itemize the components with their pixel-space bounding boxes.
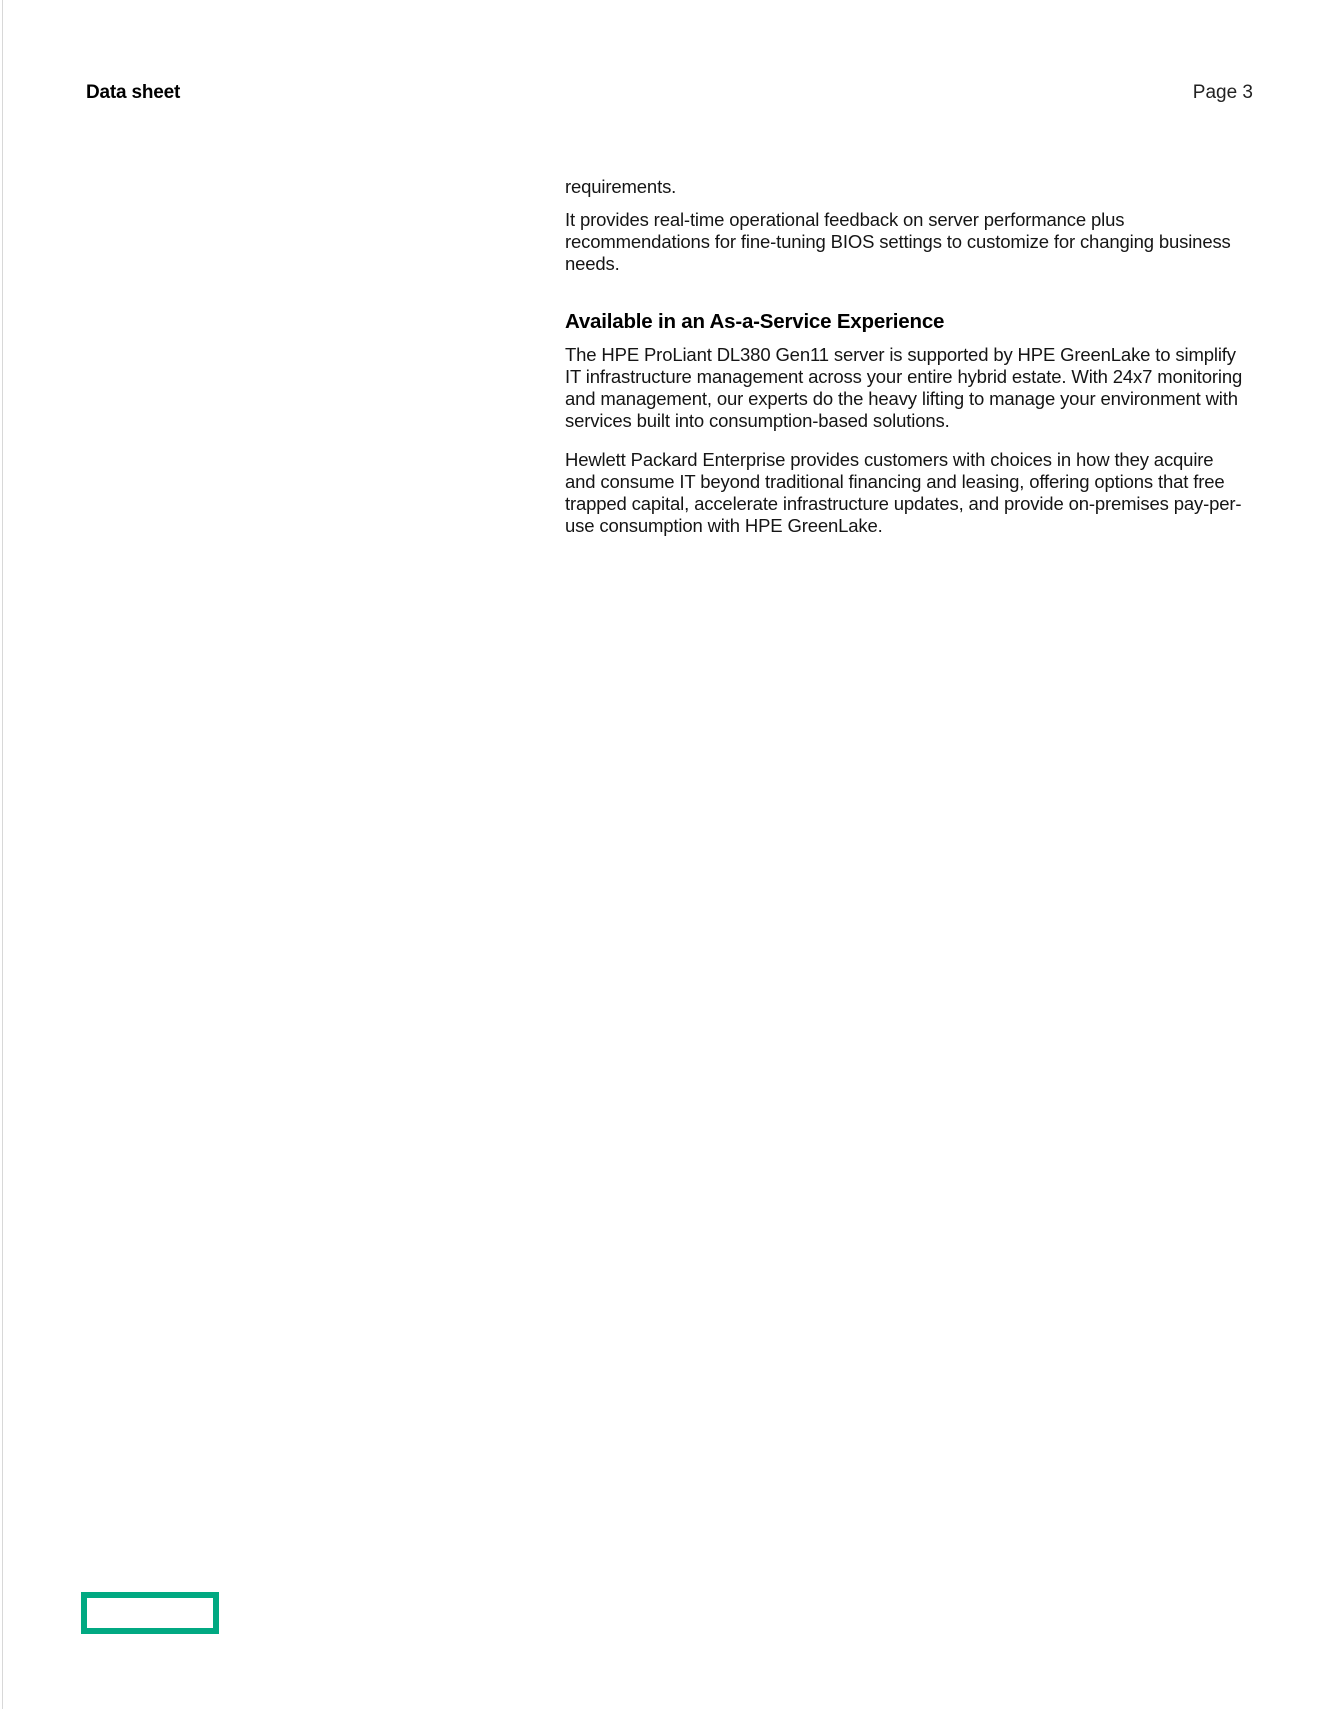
greenlake-paragraph: The HPE ProLiant DL380 Gen11 server is supported by HPE GreenLake to simplify IT infrastructure management across your entire hybrid estate. With 24x7 monitoring and management, our experts do the heavy lifting to manage your environment with services built into consumption-based solutions. bbox=[565, 344, 1243, 431]
page-left-edge bbox=[2, 0, 3, 1709]
continuation-text: requirements. bbox=[565, 176, 677, 197]
page-number: Page 3 bbox=[1192, 82, 1253, 103]
financing-paragraph: Hewlett Packard Enterprise provides customers with choices in how they acquire and consume IT beyond traditional financing and leasing, offering options that free trapped capital, accelerate infrastructure updates, and provide on-premises pay-per-use consumption with HPE GreenLake. bbox=[565, 449, 1242, 536]
main-content bbox=[565, 176, 1245, 537]
hpe-element-logo-icon bbox=[81, 1592, 219, 1634]
feedback-paragraph: It provides real-time operational feedback on server performance plus recommendations for fine-tuning BIOS settings to customize for changing business needs. bbox=[565, 209, 1231, 274]
section-heading: Available in an As-a-Service Experience bbox=[565, 310, 945, 333]
document-type-label: Data sheet bbox=[86, 82, 181, 103]
